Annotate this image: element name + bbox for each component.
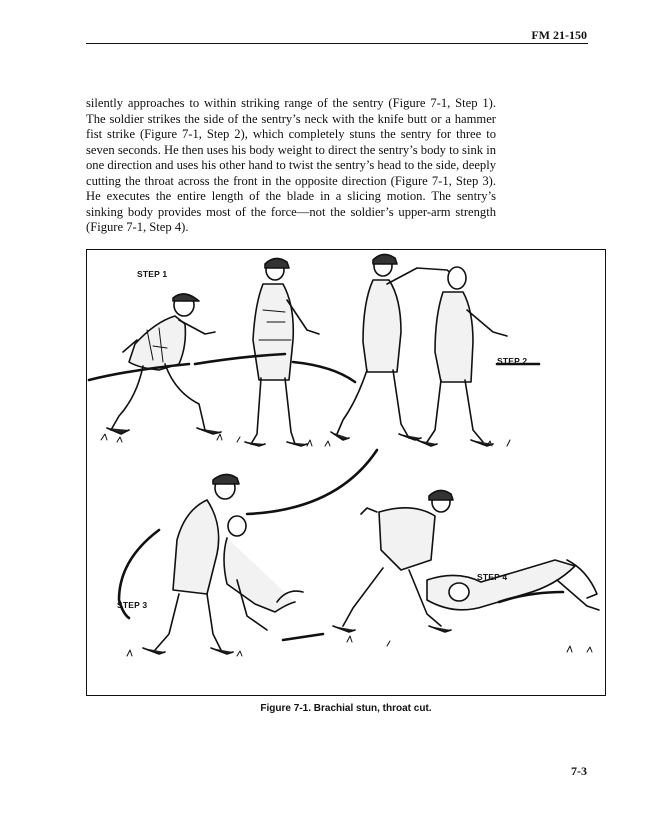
step1-sentry-figure [245, 258, 319, 446]
motion-arc-7 [283, 634, 323, 640]
motion-arc-5 [247, 450, 377, 514]
page-number: 7-3 [571, 764, 587, 778]
step-4-label: STEP 4 [477, 572, 508, 582]
step1-soldier-figure [107, 294, 221, 434]
step-2-label: STEP 2 [497, 356, 528, 366]
header-rule [86, 43, 588, 44]
manual-id-header: FM 21-150 [531, 28, 587, 42]
motion-arc-3 [293, 362, 355, 382]
step4-sentry-figure [427, 560, 599, 610]
figure-7-1 [86, 249, 606, 696]
figure-caption: Figure 7-1. Brachial stun, throat cut. [260, 703, 432, 714]
body-paragraph: silently approaches to within striking range of the sentry (Figure 7-1, Step 1). The soldier strikes the side of the sentry’s neck with the knife butt or a hammer fist strike (Figure 7-1, Step 2), which completely stuns the sentry for three to seven seconds. He then uses his body weight to direct the sentry’s body to sink in one direction and uses his other hand to twist the sentry’s head to the side, deeply cutting the throat across the front in the opposite direction (Figure 7-1, Step 3). He executes the entire length of the blade in a slicing motion. The sentry’s sinking body provides most of the force—not the soldier’s upper-arm strength (Figure 7-1, Step 4). [86, 96, 496, 234]
figure-illustration [87, 250, 604, 694]
step3-sentry-figure [224, 516, 303, 630]
step-3-label: STEP 3 [117, 600, 148, 610]
step4-soldier-figure [333, 490, 453, 632]
ground-grass [101, 434, 592, 656]
step2-sentry-figure [417, 267, 507, 446]
step-1-label: STEP 1 [137, 269, 168, 279]
